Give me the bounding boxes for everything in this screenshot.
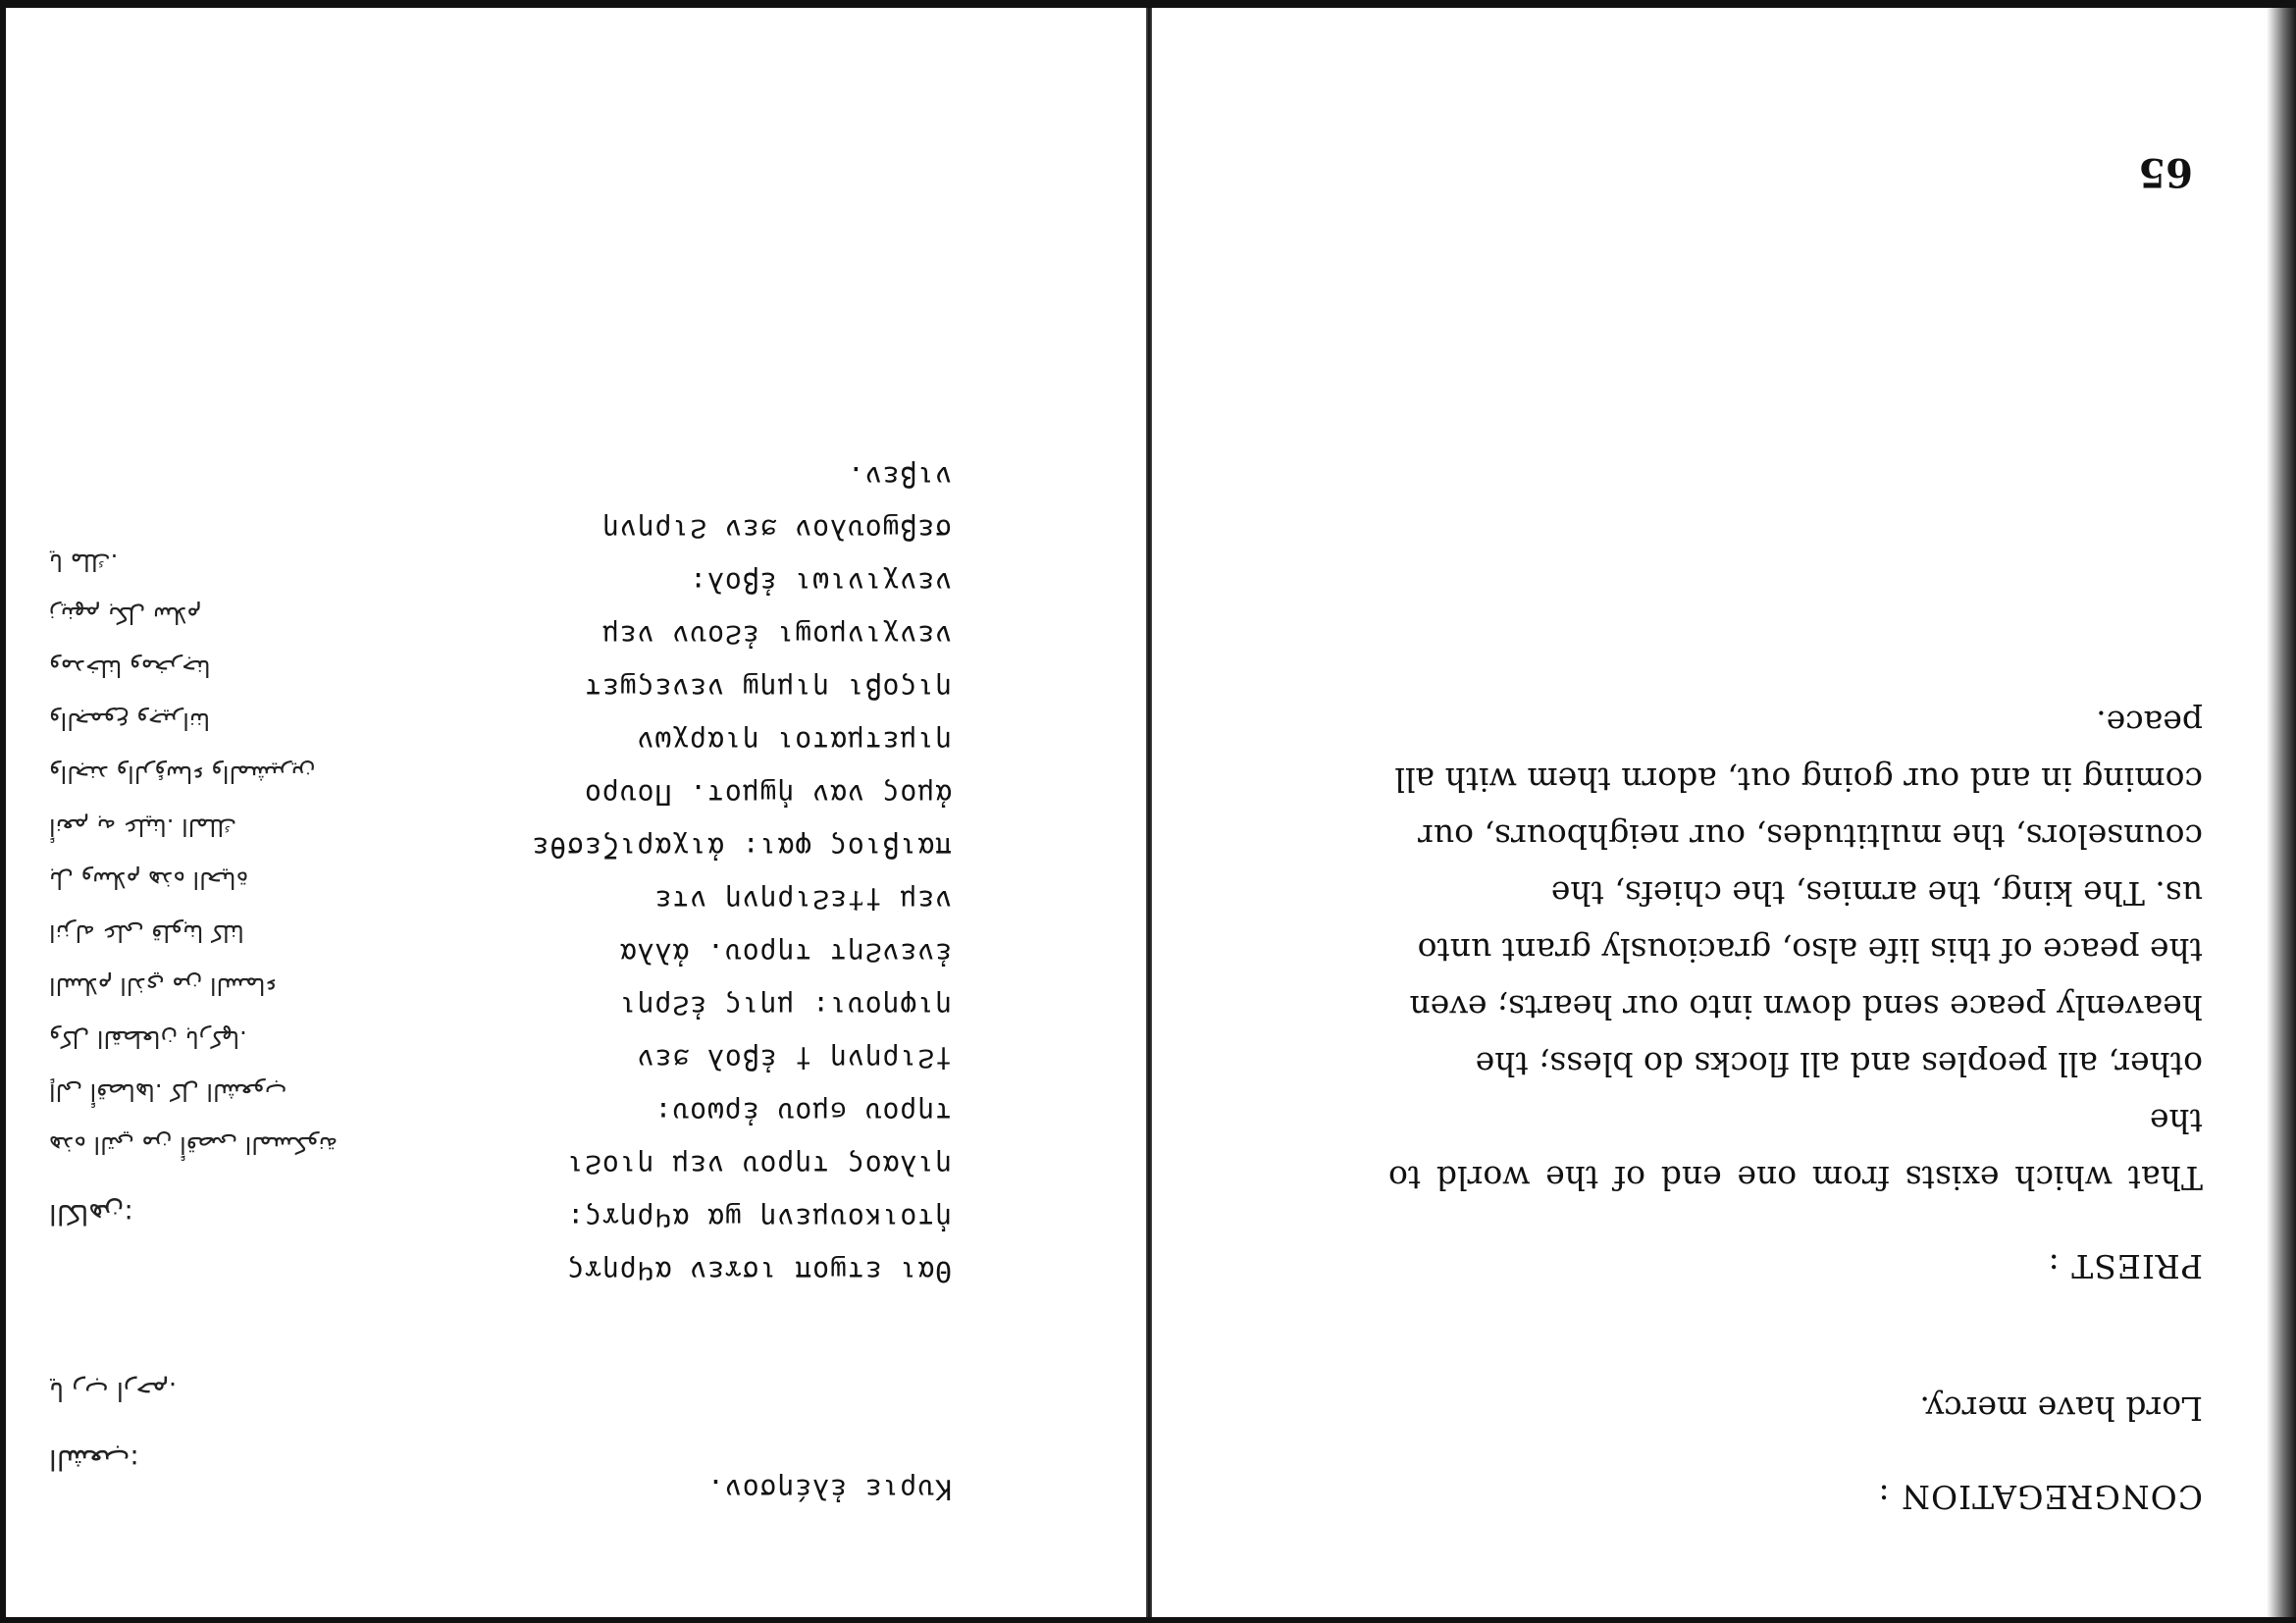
coptic-line: †ϩιρηνη † ἐβολ ϧεν	[636, 1043, 952, 1075]
priest-line: us. The king, the armies, the chiefs, the	[1550, 874, 2203, 913]
arabic-line: السلام الذي من السماء	[49, 972, 277, 1000]
arabic-line: انزله على قلوبنا كلنا	[49, 919, 244, 947]
priest-line: the peace of this life also, graciously grant unto	[1417, 931, 2203, 969]
arabic-line: وكل القطعان باركها.	[49, 1025, 247, 1053]
coptic-line: νιβεν.	[846, 460, 952, 493]
coptic-line: ἡτοικουμενη ϣα αϥρηϫς:	[566, 1202, 952, 1234]
coptic-line: ηιφηουι: μηις ἐϩρηι	[618, 990, 952, 1022]
arabic-line: أنعم به علينا. الملك	[49, 813, 237, 841]
book-gutter	[1146, 0, 1152, 1623]
priest-line: heavenly peace send down into our hearts; even	[1409, 988, 2203, 1026]
arabic-line: هذه التي من أقصى المسكونة	[49, 1131, 339, 1159]
congregation-text: Lord have mercy.	[1919, 1389, 2203, 1428]
coptic-line: παιβιος φαι: ἀιχαριζεσθε	[531, 831, 952, 864]
scan-border-bottom	[0, 0, 2296, 8]
arabic-congregation-label: الشعب:	[49, 1443, 139, 1476]
priest-line: coming in and our going out, adorn them with all	[1394, 760, 2203, 799]
arabic-line: والجند والرؤساء والمشيرين	[49, 760, 316, 788]
scan-border-right	[0, 0, 6, 1623]
coptic-line: νενχινιωι ἐβολ:	[689, 566, 952, 599]
coptic-line: ηιςοβι ηιμηϣ νενεςϣετ	[584, 672, 952, 705]
coptic-line: ἀμος ναν ἡϣμοτ. Πουρο	[584, 778, 952, 811]
coptic-line: τηρου ϭμου ἐρωου:	[653, 1096, 952, 1128]
page-edge-shadow	[2267, 0, 2296, 1623]
coptic-line: σεβϣουλον ϧεν ϩιρηνη	[601, 513, 952, 546]
priest-line: peace.	[2096, 704, 2203, 742]
arabic-congregation-text: يا رب ارحم.	[49, 1376, 178, 1405]
priest-line: That which exists from one end of the world to the	[1388, 1102, 2203, 1197]
coptic-line: νεμ †ϯεϩιρηνη ντε	[653, 884, 952, 916]
congregation-label: CONGREGATION :	[1877, 1478, 2203, 1516]
page-number: 65	[2138, 149, 2193, 195]
arabic-line: يا ملك.	[49, 549, 119, 576]
arabic-line: إلى أقصاها. كل الشعوب	[49, 1078, 287, 1106]
priest-line: counselors, the multitudes, our neighbours, our	[1418, 817, 2203, 856]
coptic-congregation-text: Κυριε ἐλέησον.	[705, 1473, 952, 1505]
coptic-line: νενχινμοϣι ἐϩουν νεμ	[600, 619, 952, 652]
coptic-priest-text	[491, 449, 952, 1297]
arabic-line: والجموع وجيراننا	[49, 707, 211, 735]
coptic-line: Θαι ετϣοπ ισϫεν αϥρηϫς	[566, 1255, 952, 1287]
arabic-priest-label: الكاهن:	[49, 1198, 133, 1230]
arabic-priest-text	[49, 536, 373, 1172]
arabic-line: زينهم بكل سلام	[49, 602, 202, 629]
priest-text	[1388, 694, 2203, 1206]
coptic-line: ἐνενϩητ τηρου. ἀλλα	[618, 937, 952, 969]
arabic-line: بل وسلام هذه الحياة	[49, 866, 249, 894]
scan-border-top	[0, 1617, 2296, 1623]
arabic-line: ومدخلنا ومخرجنا	[49, 654, 211, 682]
coptic-line: ηιμετματοι ηιαρχων	[636, 725, 952, 758]
coptic-line: ηιλαος τηρου νεμ ηιοϩι	[566, 1149, 952, 1181]
priest-line: other, all peoples and all flocks do bless; the	[1475, 1045, 2203, 1083]
english-page	[1148, 0, 2296, 1623]
priest-label: PRIEST :	[2047, 1247, 2203, 1285]
